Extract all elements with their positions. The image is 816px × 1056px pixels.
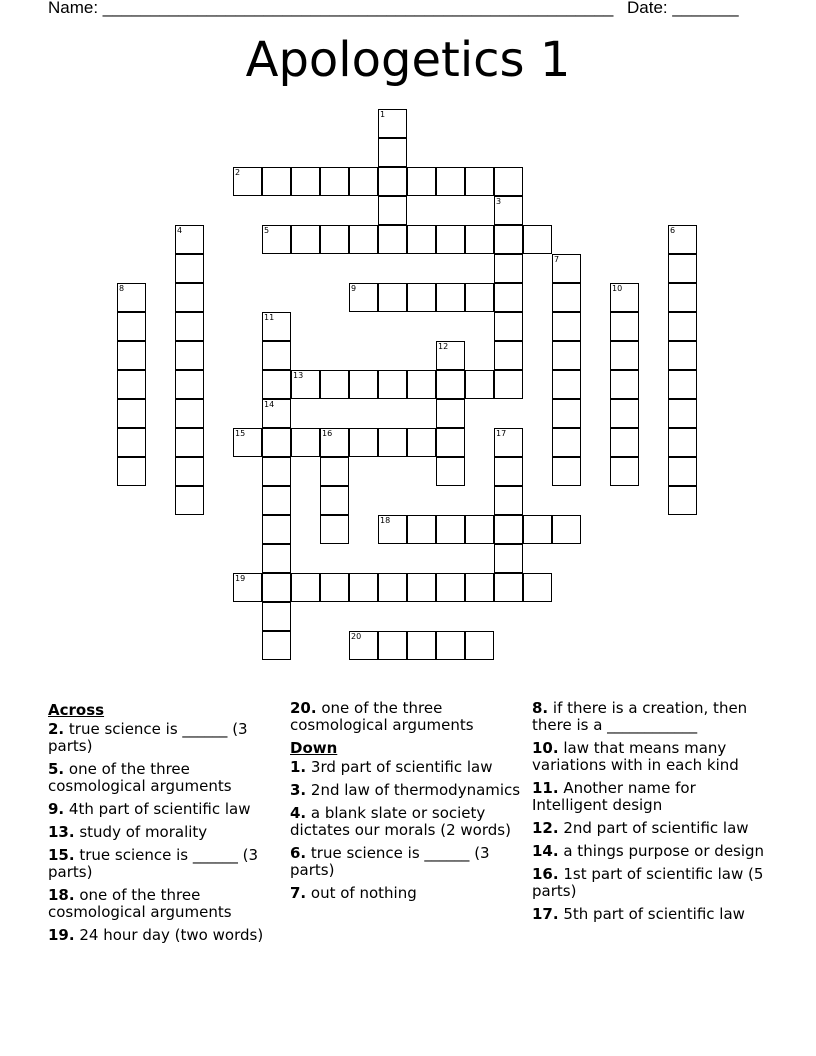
clue-item-text: study of morality: [74, 823, 208, 841]
clue-item: [532, 820, 768, 837]
grid-cell[interactable]: [233, 573, 262, 602]
grid-cell[interactable]: [233, 428, 262, 457]
grid-cell[interactable]: [320, 225, 349, 254]
grid-cell[interactable]: [378, 138, 407, 167]
clue-number: 4: [177, 226, 183, 235]
grid-cell[interactable]: [668, 370, 697, 399]
clue-item-text: if there is a creation, then there is a ____________: [532, 699, 748, 734]
grid-cell[interactable]: [175, 254, 204, 283]
grid-cell[interactable]: [407, 283, 436, 312]
clue-item: [290, 700, 522, 734]
grid-cell[interactable]: [262, 428, 291, 457]
clue-number: 13: [293, 371, 304, 380]
grid-cell[interactable]: [378, 225, 407, 254]
grid-cell[interactable]: [407, 573, 436, 602]
grid-cell[interactable]: [291, 428, 320, 457]
grid-cell[interactable]: [349, 428, 378, 457]
grid-cell[interactable]: [378, 109, 407, 138]
date-field[interactable]: Date: _______: [627, 0, 739, 17]
grid-cell[interactable]: [378, 428, 407, 457]
clue-item-text: one of the three cosmological arguments: [48, 760, 232, 795]
grid-cell[interactable]: [262, 341, 291, 370]
grid-cell[interactable]: [262, 602, 291, 631]
clue-item: [48, 721, 280, 755]
clue-number: 10: [612, 284, 623, 293]
clue-item: [48, 927, 280, 944]
grid-cell[interactable]: [552, 428, 581, 457]
grid-cell[interactable]: [175, 486, 204, 515]
grid-cell[interactable]: [523, 515, 552, 544]
grid-cell[interactable]: [668, 225, 697, 254]
clue-item-number: 14.: [532, 842, 559, 860]
grid-cell[interactable]: [117, 399, 146, 428]
clue-item: [290, 782, 522, 799]
clue-item: [48, 887, 280, 921]
clue-item: [532, 780, 768, 814]
grid-cell[interactable]: [262, 457, 291, 486]
grid-cell[interactable]: [668, 428, 697, 457]
grid-cell[interactable]: [494, 254, 523, 283]
clue-item: [532, 906, 768, 923]
grid-cell[interactable]: [552, 283, 581, 312]
grid-cell[interactable]: [291, 370, 320, 399]
grid-cell[interactable]: [610, 428, 639, 457]
clue-item: [48, 824, 280, 841]
grid-cell[interactable]: [436, 370, 465, 399]
grid-cell[interactable]: [262, 544, 291, 573]
grid-cell[interactable]: [668, 457, 697, 486]
grid-cell[interactable]: [320, 573, 349, 602]
clue-item: [290, 805, 522, 839]
grid-cell[interactable]: [320, 428, 349, 457]
clue-number: 9: [351, 284, 357, 293]
clue-number: 18: [380, 516, 391, 525]
clue-item-text: a things purpose or design: [558, 842, 765, 860]
grid-cell[interactable]: [117, 457, 146, 486]
across-clue-list: [48, 721, 280, 944]
grid-cell[interactable]: [668, 399, 697, 428]
grid-cell[interactable]: [175, 428, 204, 457]
clue-item-text: true science is ______ (3 parts): [48, 846, 259, 881]
grid-cell[interactable]: [117, 370, 146, 399]
grid-cell[interactable]: [378, 167, 407, 196]
grid-cell[interactable]: [668, 254, 697, 283]
clue-number: 8: [119, 284, 125, 293]
grid-cell[interactable]: [175, 399, 204, 428]
grid-cell[interactable]: [378, 196, 407, 225]
clue-item: [48, 847, 280, 881]
clue-item-number: 12.: [532, 819, 559, 837]
clue-item: [532, 740, 768, 774]
grid-cell[interactable]: [436, 515, 465, 544]
clue-number: 17: [496, 429, 507, 438]
grid-cell[interactable]: [494, 457, 523, 486]
grid-cell[interactable]: [175, 370, 204, 399]
clue-item: [48, 761, 280, 795]
grid-cell[interactable]: [494, 225, 523, 254]
clue-number: 14: [264, 400, 275, 409]
grid-cell[interactable]: [552, 312, 581, 341]
grid-cell[interactable]: [320, 370, 349, 399]
grid-cell[interactable]: [262, 515, 291, 544]
clue-number: 5: [264, 226, 270, 235]
clue-item: [532, 866, 768, 900]
grid-cell[interactable]: [494, 167, 523, 196]
clue-item-text: 3rd part of scientific law: [306, 758, 493, 776]
grid-cell[interactable]: [436, 631, 465, 660]
clue-number: 2: [235, 168, 241, 177]
grid-cell[interactable]: [349, 225, 378, 254]
grid-cell[interactable]: [175, 225, 204, 254]
grid-cell[interactable]: [465, 167, 494, 196]
clue-item-text: 2nd part of scientific law: [558, 819, 749, 837]
grid-cell[interactable]: [117, 341, 146, 370]
clue-item-number: 17.: [532, 905, 559, 923]
clue-item-number: 8.: [532, 699, 549, 717]
grid-cell[interactable]: [494, 341, 523, 370]
grid-cell[interactable]: [262, 370, 291, 399]
clue-number: 19: [235, 574, 246, 583]
grid-cell[interactable]: [523, 225, 552, 254]
grid-cell[interactable]: [436, 167, 465, 196]
grid-cell[interactable]: [175, 283, 204, 312]
grid-cell[interactable]: [117, 283, 146, 312]
grid-cell[interactable]: [668, 283, 697, 312]
grid-cell[interactable]: [552, 370, 581, 399]
clue-item-text: one of the three cosmological arguments: [48, 886, 232, 921]
grid-cell[interactable]: [262, 312, 291, 341]
grid-cell[interactable]: [407, 167, 436, 196]
name-field[interactable]: Name: ______________________________________________________: [48, 0, 614, 17]
across-heading: Across: [48, 701, 105, 719]
grid-cell[interactable]: [291, 225, 320, 254]
clue-number: 16: [322, 429, 333, 438]
grid-cell[interactable]: [465, 225, 494, 254]
grid-cell[interactable]: [407, 225, 436, 254]
grid-cell[interactable]: [465, 370, 494, 399]
grid-cell[interactable]: [552, 457, 581, 486]
clue-item: [532, 843, 768, 860]
grid-cell[interactable]: [436, 428, 465, 457]
clue-item-number: 10.: [532, 739, 559, 757]
clue-item-text: true science is ______ (3 parts): [48, 720, 248, 755]
grid-cell[interactable]: [436, 457, 465, 486]
grid-cell[interactable]: [465, 573, 494, 602]
grid-cell[interactable]: [262, 486, 291, 515]
grid-cell[interactable]: [552, 254, 581, 283]
grid-cell[interactable]: [610, 370, 639, 399]
grid-cell[interactable]: [262, 167, 291, 196]
clue-number: 1: [380, 110, 386, 119]
grid-cell[interactable]: [407, 370, 436, 399]
clue-item-text: true science is ______ (3 parts): [290, 844, 490, 879]
clues-column-3: [532, 700, 768, 929]
clue-number: 6: [670, 226, 676, 235]
clue-number: 20: [351, 632, 362, 641]
grid-cell[interactable]: [291, 167, 320, 196]
clue-item-text: 5th part of scientific law: [558, 905, 745, 923]
clue-item-number: 16.: [532, 865, 559, 883]
grid-cell[interactable]: [610, 457, 639, 486]
grid-cell[interactable]: [378, 573, 407, 602]
grid-cell[interactable]: [320, 167, 349, 196]
grid-cell[interactable]: [175, 341, 204, 370]
clue-number: 15: [235, 429, 246, 438]
grid-cell[interactable]: [610, 341, 639, 370]
grid-cell[interactable]: [552, 341, 581, 370]
grid-cell[interactable]: [610, 312, 639, 341]
clue-number: 11: [264, 313, 275, 322]
grid-cell[interactable]: [552, 399, 581, 428]
grid-cell[interactable]: [378, 515, 407, 544]
grid-cell[interactable]: [465, 515, 494, 544]
clue-item-number: 1.: [290, 758, 307, 776]
clue-item: [290, 885, 522, 902]
grid-cell[interactable]: [465, 283, 494, 312]
down-heading: Down: [290, 739, 338, 757]
clue-item-text: a blank slate or society dictates our morals (2 words): [290, 804, 511, 839]
grid-cell[interactable]: [233, 167, 262, 196]
grid-cell[interactable]: [378, 631, 407, 660]
clue-item-text: 24 hour day (two words): [74, 926, 264, 944]
grid-cell[interactable]: [465, 631, 494, 660]
page-title: Apologetics 1: [245, 32, 571, 88]
grid-cell[interactable]: [436, 225, 465, 254]
clue-item: [48, 801, 280, 818]
grid-cell[interactable]: [436, 573, 465, 602]
grid-cell[interactable]: [494, 196, 523, 225]
grid-cell[interactable]: [668, 486, 697, 515]
grid-cell[interactable]: [552, 515, 581, 544]
clue-item-text: 1st part of scientific law (5 parts): [532, 865, 764, 900]
down-clue-list: [290, 759, 522, 902]
clue-number: 7: [554, 255, 560, 264]
grid-cell[interactable]: [349, 573, 378, 602]
clue-item-number: 18.: [48, 886, 75, 904]
clue-item-text: law that means many variations with in each kind: [532, 739, 739, 774]
clue-item-number: 4.: [290, 804, 307, 822]
clues-column-1: [48, 700, 280, 950]
grid-cell[interactable]: [407, 515, 436, 544]
grid-cell[interactable]: [320, 515, 349, 544]
clue-item-number: 11.: [532, 779, 559, 797]
clue-item-text: Another name for Intelligent design: [532, 779, 696, 814]
clue-item-number: 5.: [48, 760, 65, 778]
grid-cell[interactable]: [262, 225, 291, 254]
grid-cell[interactable]: [668, 341, 697, 370]
grid-cell[interactable]: [407, 428, 436, 457]
grid-cell[interactable]: [262, 573, 291, 602]
grid-cell[interactable]: [436, 399, 465, 428]
grid-cell[interactable]: [349, 631, 378, 660]
clue-item-text: 4th part of scientific law: [64, 800, 251, 818]
grid-cell[interactable]: [494, 283, 523, 312]
clue-item-number: 6.: [290, 844, 307, 862]
across-clue-list-continued: [290, 700, 522, 734]
clue-item-number: 7.: [290, 884, 307, 902]
grid-cell[interactable]: [349, 167, 378, 196]
grid-cell[interactable]: [378, 370, 407, 399]
grid-cell[interactable]: [349, 370, 378, 399]
grid-cell[interactable]: [291, 573, 320, 602]
clue-number: 12: [438, 342, 449, 351]
grid-cell[interactable]: [494, 312, 523, 341]
clue-item-text: 2nd law of thermodynamics: [306, 781, 521, 799]
clue-item-number: 15.: [48, 846, 75, 864]
clue-item-number: 20.: [290, 699, 317, 717]
grid-cell[interactable]: [117, 428, 146, 457]
grid-cell[interactable]: [523, 573, 552, 602]
clue-item: [290, 845, 522, 879]
grid-cell[interactable]: [378, 283, 407, 312]
grid-cell[interactable]: [262, 399, 291, 428]
grid-cell[interactable]: [262, 631, 291, 660]
clue-item-number: 13.: [48, 823, 75, 841]
grid-cell[interactable]: [494, 486, 523, 515]
down-clue-list-continued: [532, 700, 768, 923]
grid-cell[interactable]: [610, 283, 639, 312]
grid-cell[interactable]: [175, 457, 204, 486]
grid-cell[interactable]: [407, 631, 436, 660]
clue-item: [532, 700, 768, 734]
grid-cell[interactable]: [668, 312, 697, 341]
grid-cell[interactable]: [175, 312, 204, 341]
clue-item-text: one of the three cosmological arguments: [290, 699, 474, 734]
clue-item: [290, 759, 522, 776]
clue-item-number: 9.: [48, 800, 65, 818]
clue-item-text: out of nothing: [306, 884, 417, 902]
clue-item-number: 19.: [48, 926, 75, 944]
clues-column-2: [290, 700, 522, 908]
grid-cell[interactable]: [494, 515, 523, 544]
grid-cell[interactable]: [436, 341, 465, 370]
grid-cell[interactable]: [320, 457, 349, 486]
grid-cell[interactable]: [494, 544, 523, 573]
grid-cell[interactable]: [494, 370, 523, 399]
grid-cell[interactable]: [494, 428, 523, 457]
grid-cell[interactable]: [610, 399, 639, 428]
grid-cell[interactable]: [349, 283, 378, 312]
grid-cell[interactable]: [117, 312, 146, 341]
clue-item-number: 3.: [290, 781, 307, 799]
grid-cell[interactable]: [494, 573, 523, 602]
grid-cell[interactable]: [436, 283, 465, 312]
clue-item-number: 2.: [48, 720, 65, 738]
grid-cell[interactable]: [320, 486, 349, 515]
clue-number: 3: [496, 197, 502, 206]
